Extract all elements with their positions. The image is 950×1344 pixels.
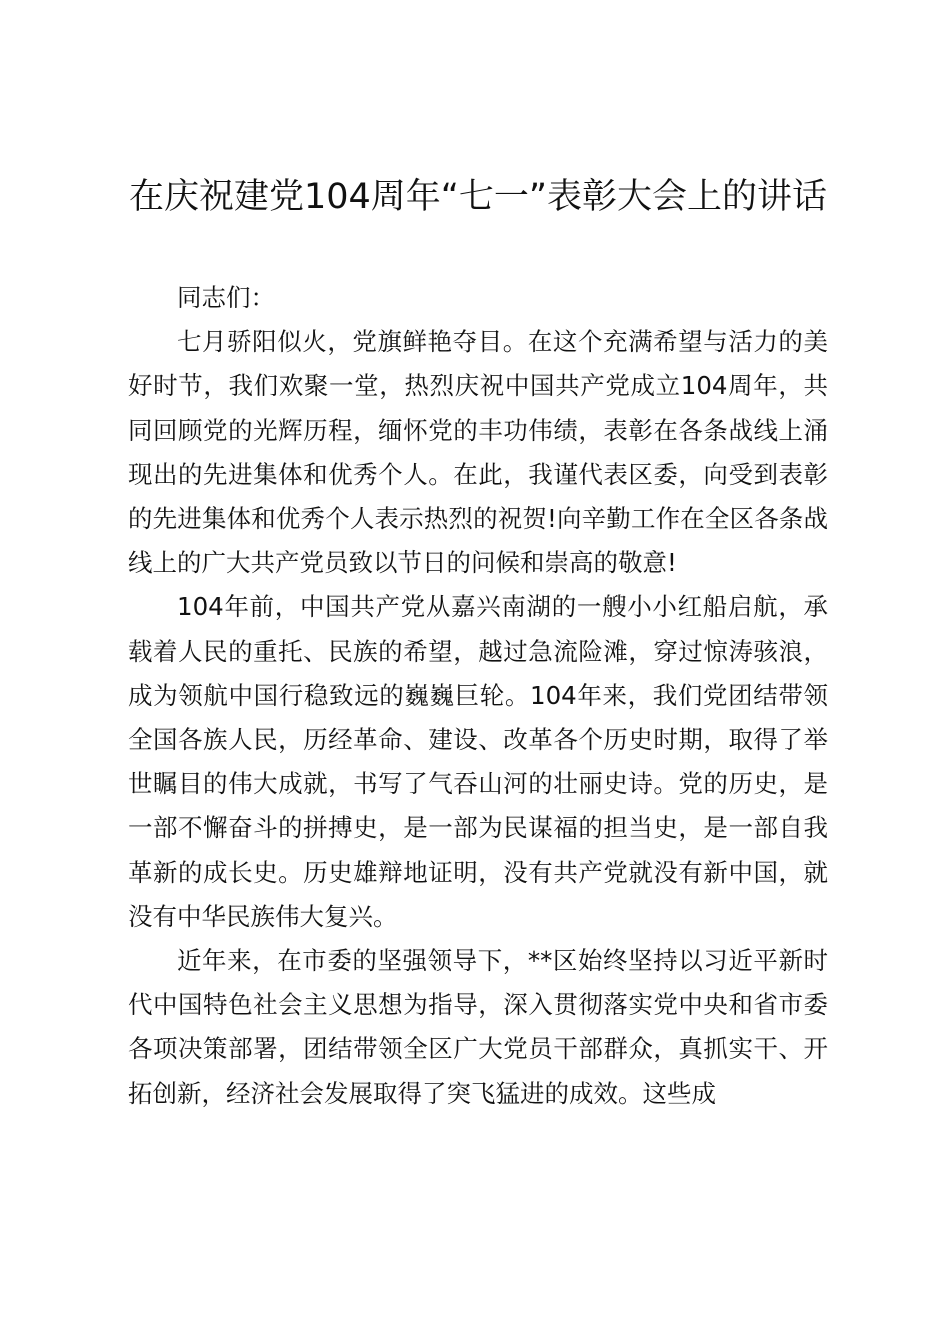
salutation: 同志们： [177, 283, 275, 312]
document-body [128, 276, 828, 1116]
paragraph-3: 近年来，在市委的坚强领导下，**区始终坚持以习近平新时代中国特色社会主义思想为指导，深入贯彻落实党中央和省市委各项决策部署，团结带领全区广大党员干部群众，真抓实干、开拓创新，经济社会发展取得了突飞猛进的成效。这些成 [128, 946, 828, 1108]
paragraph-1: 七月骄阳似火，党旗鲜艳夺目。在这个充满希望与活力的美好时节，我们欢聚一堂，热烈庆祝中国共产党成立104周年，共同回顾党的光辉历程，缅怀党的丰功伟绩，表彰在各条战线上涌现出的先进集体和优秀个人。在此，我谨代表区委，向受到表彰的先进集体和优秀个人表示热烈的祝贺!向辛勤工作在全区各条战线上的广大共产党员致以节日的问候和崇高的敬意! [128, 327, 828, 578]
document-title: 在庆祝建党104周年“七一”表彰大会上的讲话 [128, 177, 828, 217]
paragraph-2: 104年前，中国共产党从嘉兴南湖的一艘小小红船启航，承载着人民的重托、民族的希望，越过急流险滩，穿过惊涛骇浪，成为领航中国行稳致远的巍巍巨轮。104年来，我们党团结带领全国各族人民，历经革命、建设、改革各个历史时期，取得了举世瞩目的伟大成就，书写了气吞山河的壮丽史诗。党的历史，是一部不懈奋斗的拼搏史，是一部为民谋福的担当史，是一部自我革新的成长史。历史雄辩地证明，没有共产党就没有新中国，就没有中华民族伟大复兴。 [128, 592, 828, 931]
